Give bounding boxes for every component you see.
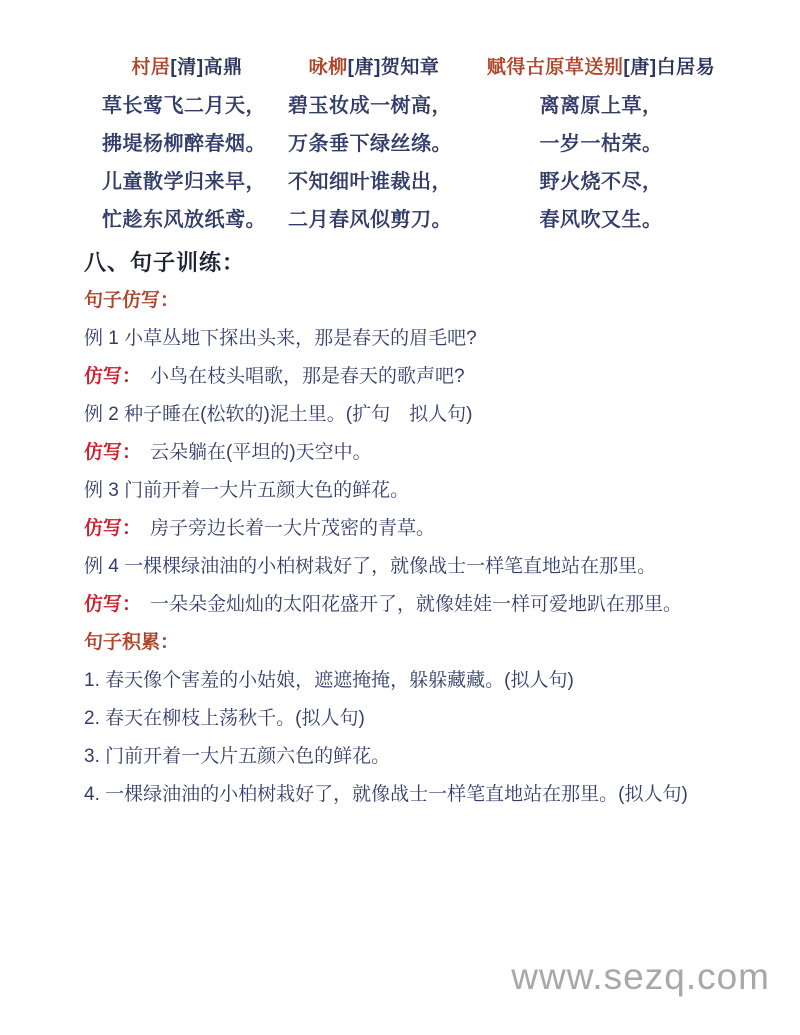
poem-line: 春风吹又生。 bbox=[539, 209, 663, 231]
mimic-label: 仿写： bbox=[84, 518, 142, 539]
mimic-label: 仿写： bbox=[84, 594, 142, 615]
section-heading: 八、句子训练： bbox=[84, 250, 246, 275]
sentence-training-section bbox=[84, 244, 784, 814]
poem-line: 不知细叶谁裁出， bbox=[288, 171, 452, 193]
poem-line: 离离原上草， bbox=[539, 95, 663, 117]
poem-author: [唐]白居易 bbox=[623, 57, 716, 78]
accumulation-item: 2. 春天在柳枝上荡秋千。(拟人句) bbox=[84, 708, 365, 729]
poem-line: 草长莺飞二月天， bbox=[102, 95, 266, 117]
example-line: 例 1 小草丛地下探出头来，那是春天的眉毛吧? bbox=[84, 328, 477, 349]
example-line: 例 2 种子睡在(松软的)泥土里。(扩句 拟人句) bbox=[84, 404, 473, 425]
poem-line: 儿童散学归来早， bbox=[102, 171, 266, 193]
poem-line: 一岁一枯荣。 bbox=[539, 133, 663, 155]
mimicry-label: 句子仿写： bbox=[84, 290, 180, 311]
poem-title: 村居 bbox=[131, 57, 171, 78]
poem-title-row bbox=[470, 49, 732, 87]
poem-title: 咏柳 bbox=[308, 57, 348, 78]
example-line: 例 4 一棵棵绿油油的小柏树栽好了，就像战士一样笔直地站在那里。 bbox=[84, 556, 657, 577]
watermark: www.sezq.com bbox=[511, 956, 770, 997]
poem-title: 赋得古原草送别 bbox=[486, 57, 624, 78]
poem-column-cunju bbox=[102, 49, 272, 239]
poem-title-row bbox=[102, 49, 272, 87]
poem-line: 拂堤杨柳醉春烟。 bbox=[102, 133, 266, 155]
accumulation-item: 4. 一棵绿油油的小柏树栽好了，就像战士一样笔直地站在那里。(拟人句) bbox=[84, 784, 688, 805]
poem-line: 二月春风似剪刀。 bbox=[288, 209, 452, 231]
poem-author: [清]高鼎 bbox=[170, 57, 243, 78]
accumulation-label: 句子积累： bbox=[84, 632, 180, 653]
mimic-line bbox=[84, 510, 784, 548]
mimic-label: 仿写： bbox=[84, 442, 142, 463]
poem-line: 碧玉妆成一树高， bbox=[288, 95, 452, 117]
mimic-text: 房子旁边长着一大片茂密的青草。 bbox=[150, 518, 436, 539]
poem-column-yongliu bbox=[288, 49, 460, 239]
mimic-line bbox=[84, 434, 784, 472]
poem-title-row bbox=[288, 49, 460, 87]
example-line: 例 3 门前开着一大片五颜大色的鲜花。 bbox=[84, 480, 410, 501]
accumulation-item: 1. 春天像个害羞的小姑娘，遮遮掩掩，躲躲藏藏。(拟人句) bbox=[84, 670, 574, 691]
poem-column-fudeguyuancao bbox=[470, 49, 732, 239]
mimic-label: 仿写： bbox=[84, 366, 142, 387]
mimic-text: 小鸟在枝头唱歌，那是春天的歌声吧? bbox=[150, 366, 465, 387]
poem-line: 野火烧不尽， bbox=[539, 171, 663, 193]
poem-line: 忙趁东风放纸鸢。 bbox=[102, 209, 266, 231]
mimic-line bbox=[84, 358, 784, 396]
accumulation-item: 3. 门前开着一大片五颜六色的鲜花。 bbox=[84, 746, 391, 767]
mimic-text: 云朵躺在(平坦的)天空中。 bbox=[150, 442, 372, 463]
poem-line: 万条垂下绿丝绦。 bbox=[288, 133, 452, 155]
mimic-text: 一朵朵金灿灿的太阳花盛开了，就像娃娃一样可爱地趴在那里。 bbox=[150, 594, 683, 615]
mimic-line bbox=[84, 586, 784, 624]
poem-author: [唐]贺知章 bbox=[347, 57, 440, 78]
